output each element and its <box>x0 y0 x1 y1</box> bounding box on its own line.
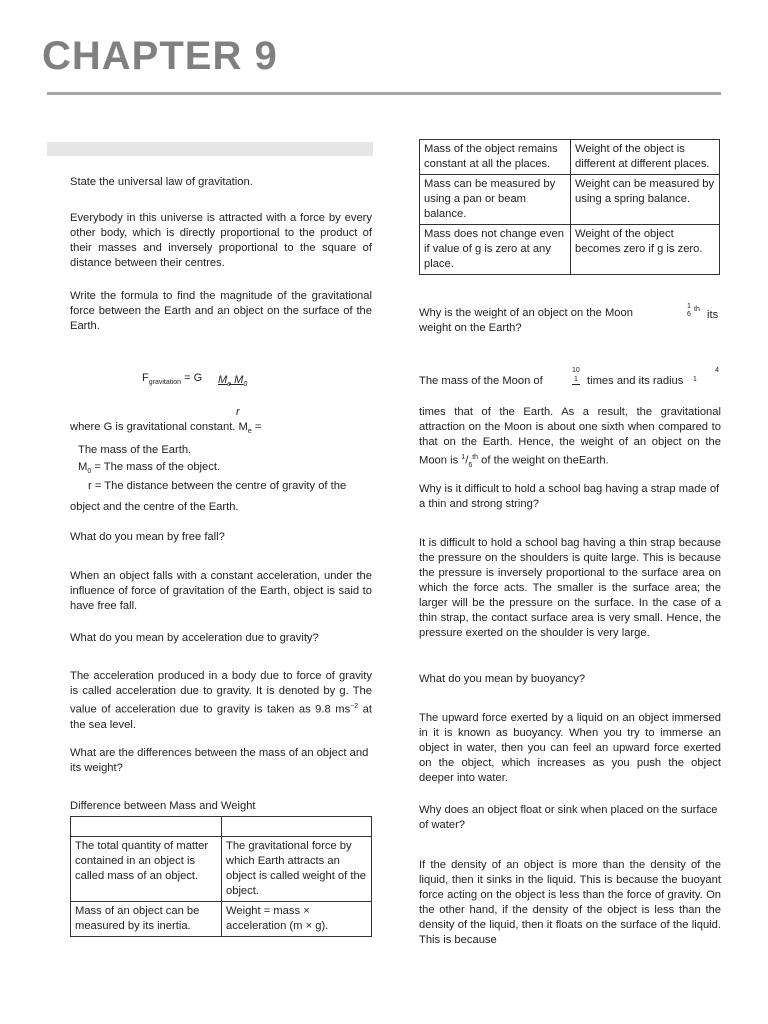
question-moon-weight-line2: weight on the Earth? <box>419 322 522 334</box>
answer-acceleration <box>70 669 372 733</box>
table-cell: The total quantity of matter contained in an object is called mass of an object. <box>71 837 222 902</box>
answer-moon-text: times that of the Earth. As a result, the gravitational attraction on the Moon is about one sixth when compared to that on the Earth. Hence, the weight of an object on the Moon is <box>419 406 721 467</box>
question-formula: Write the formula to find the magnitude of the gravitational force between the Earth and an object on the surface of the Earth. <box>70 290 372 332</box>
question-float-sink: Why does an object float or sink when placed on the surface of water? <box>419 804 718 831</box>
moon-fraction-num: 1 <box>687 303 691 310</box>
moon-its: its <box>707 309 719 321</box>
answer-buoyancy: The upward force exerted by a liquid on an object immersed in it is known as buoyancy. When you try to immerse an object in water, then you can feel an upward force exerted on the object, which increases as you push the object deeper into water. <box>419 712 721 784</box>
answer-float-sink: If the density of an object is more than the density of the liquid, then it sinks in the liquid. This is because the buoyant force acting on the object is less than the force of gravity. On the other hand, if the density of the object is less than the density of the liquid, then it floats on the surface of the liquid. This is because <box>419 859 721 946</box>
acceleration-unit: ms <box>335 703 351 716</box>
table-cell: Weight = mass × acceleration (m × g). <box>222 902 372 937</box>
answer-moon-th: th <box>472 454 479 461</box>
answer-acceleration-text: The acceleration produced in a body due to force of gravity is called acceleration due to gravity. It is denoted by g. The value of acceleration due to gravity is taken as 9.8 <box>70 670 372 716</box>
mass-weight-table-right <box>419 139 720 275</box>
table-cell <box>71 817 222 837</box>
formula-m0: M <box>234 374 244 386</box>
question-acceleration: What do you mean by acceleration due to gravity? <box>70 632 319 644</box>
formula-numerator <box>218 374 247 388</box>
m0-def-text: = The mass of the object. <box>91 461 221 473</box>
answer-law-of-gravitation: Everybody in this universe is attracted with a force by every other body, which is directly proportional to the product of their masses and inversely proportional to the square of distance between their centres. <box>70 212 372 269</box>
r-definition-2: object and the centre of the Earth. <box>70 501 239 513</box>
table-cell <box>222 817 372 837</box>
where-line <box>70 420 372 439</box>
section-bar <box>47 142 373 156</box>
formula-lhs <box>142 372 202 386</box>
moon-radius-fraction <box>693 366 719 384</box>
formula-me-sub: e <box>227 381 232 389</box>
table-cell: Mass can be measured by using a pan or beam balance. <box>420 175 571 225</box>
answer-moon-line1-b: times and its radius <box>587 375 684 387</box>
m0-definition <box>78 460 220 479</box>
m0-label-sub: 0 <box>87 468 92 476</box>
question-buoyancy: What do you mean by buoyancy? <box>419 673 586 685</box>
where-eq: = <box>251 421 262 433</box>
table-cell: Mass of the object remains constant at all the places. <box>420 140 571 175</box>
question-law-of-gravitation: State the universal law of gravitation. <box>70 176 253 188</box>
where-text: where G is gravitational constant. M <box>70 421 248 433</box>
moon-radius-fraction-num: 4 <box>715 367 719 374</box>
question-free-fall: What do you mean by free fall? <box>70 531 225 543</box>
table-cell: The gravitational force by which Earth attracts an object is called weight of the object. <box>222 837 372 902</box>
table-cell: Weight of the object is different at different places. <box>571 140 720 175</box>
mass-weight-table-left <box>70 816 372 937</box>
question-moon-weight-line1: Why is the weight of an object on the Moon <box>419 307 633 319</box>
question-school-bag: Why is it difficult to hold a school bag having a strap made of a thin and strong string? <box>419 483 720 510</box>
table-cell: Weight can be measured by using a spring balance. <box>571 175 720 225</box>
answer-moon-line1-a: The mass of the Moon of <box>419 375 543 387</box>
acceleration-unit-exp: −2 <box>350 703 359 710</box>
formula-eq: = G <box>184 372 203 384</box>
table-title: Difference between Mass and Weight <box>70 800 256 812</box>
table-row <box>71 817 372 837</box>
table-row <box>420 225 720 275</box>
moon-mass-fraction-num: 10 <box>572 367 580 374</box>
answer-free-fall: When an object falls with a constant acceleration, under the influence of force of gravitation of the Earth, object is said to have free fall. <box>70 570 372 612</box>
formula-me: M <box>218 374 228 386</box>
formula-denominator: r <box>236 406 240 418</box>
table-row <box>420 140 720 175</box>
me-definition: The mass of the Earth. <box>78 444 192 456</box>
where-sub: e <box>247 428 252 436</box>
table-row <box>71 902 372 937</box>
r-definition-1: r = The distance between the centre of gravity of the <box>88 480 347 492</box>
formula-f: F <box>142 372 149 384</box>
moon-mass-fraction <box>572 366 580 385</box>
question-mass-weight: What are the differences between the mass of an object and its weight? <box>70 747 369 774</box>
moon-mass-fraction-den: 1 <box>573 376 578 383</box>
answer-school-bag: It is difficult to hold a school bag having a thin strap because the pressure on the shoulders is quite large. This is because the pressure is inversely proportional to the surface area on which the force acts. The smaller is the surface area; the larger will be the pressure on the surface. In the case of a thin strap, the contact surface area is very small. Hence, the pressure exerted on the shoulder is very large. <box>419 537 721 639</box>
acceleration-end: at the sea level. <box>70 703 372 731</box>
answer-moon-frac-den: 6 <box>468 461 473 469</box>
table-row <box>71 837 372 902</box>
chapter-title: CHAPTER 9 <box>42 34 278 78</box>
moon-fraction-den: 6 <box>687 311 691 318</box>
answer-moon-end: of the weight on theEarth. <box>481 454 609 467</box>
moon-fraction-th: th <box>694 306 700 313</box>
answer-moon-frac-num: 1 <box>461 454 466 461</box>
moon-radius-fraction-den: 1 <box>693 376 697 383</box>
table-row <box>420 175 720 225</box>
table-cell: Mass does not change even if value of g is zero at any place. <box>420 225 571 275</box>
formula-m0-sub: 0 <box>243 381 248 389</box>
m0-label: M <box>78 461 88 473</box>
formula-f-sub: gravitation <box>148 379 182 387</box>
moon-fraction <box>687 303 691 319</box>
title-rule <box>47 92 721 95</box>
table-cell: Weight of the object becomes zero if g is zero. <box>571 225 720 275</box>
table-cell: Mass of an object can be measured by its inertia. <box>71 902 222 937</box>
answer-moon: times that of the Earth. As a result, the gravitational attraction on the Moon is about one sixth when compared to that on the Earth. Hence, the weight of an object on the Moon is $^1/_6^{th}$ of the weight on theEarth. <box>419 406 721 469</box>
